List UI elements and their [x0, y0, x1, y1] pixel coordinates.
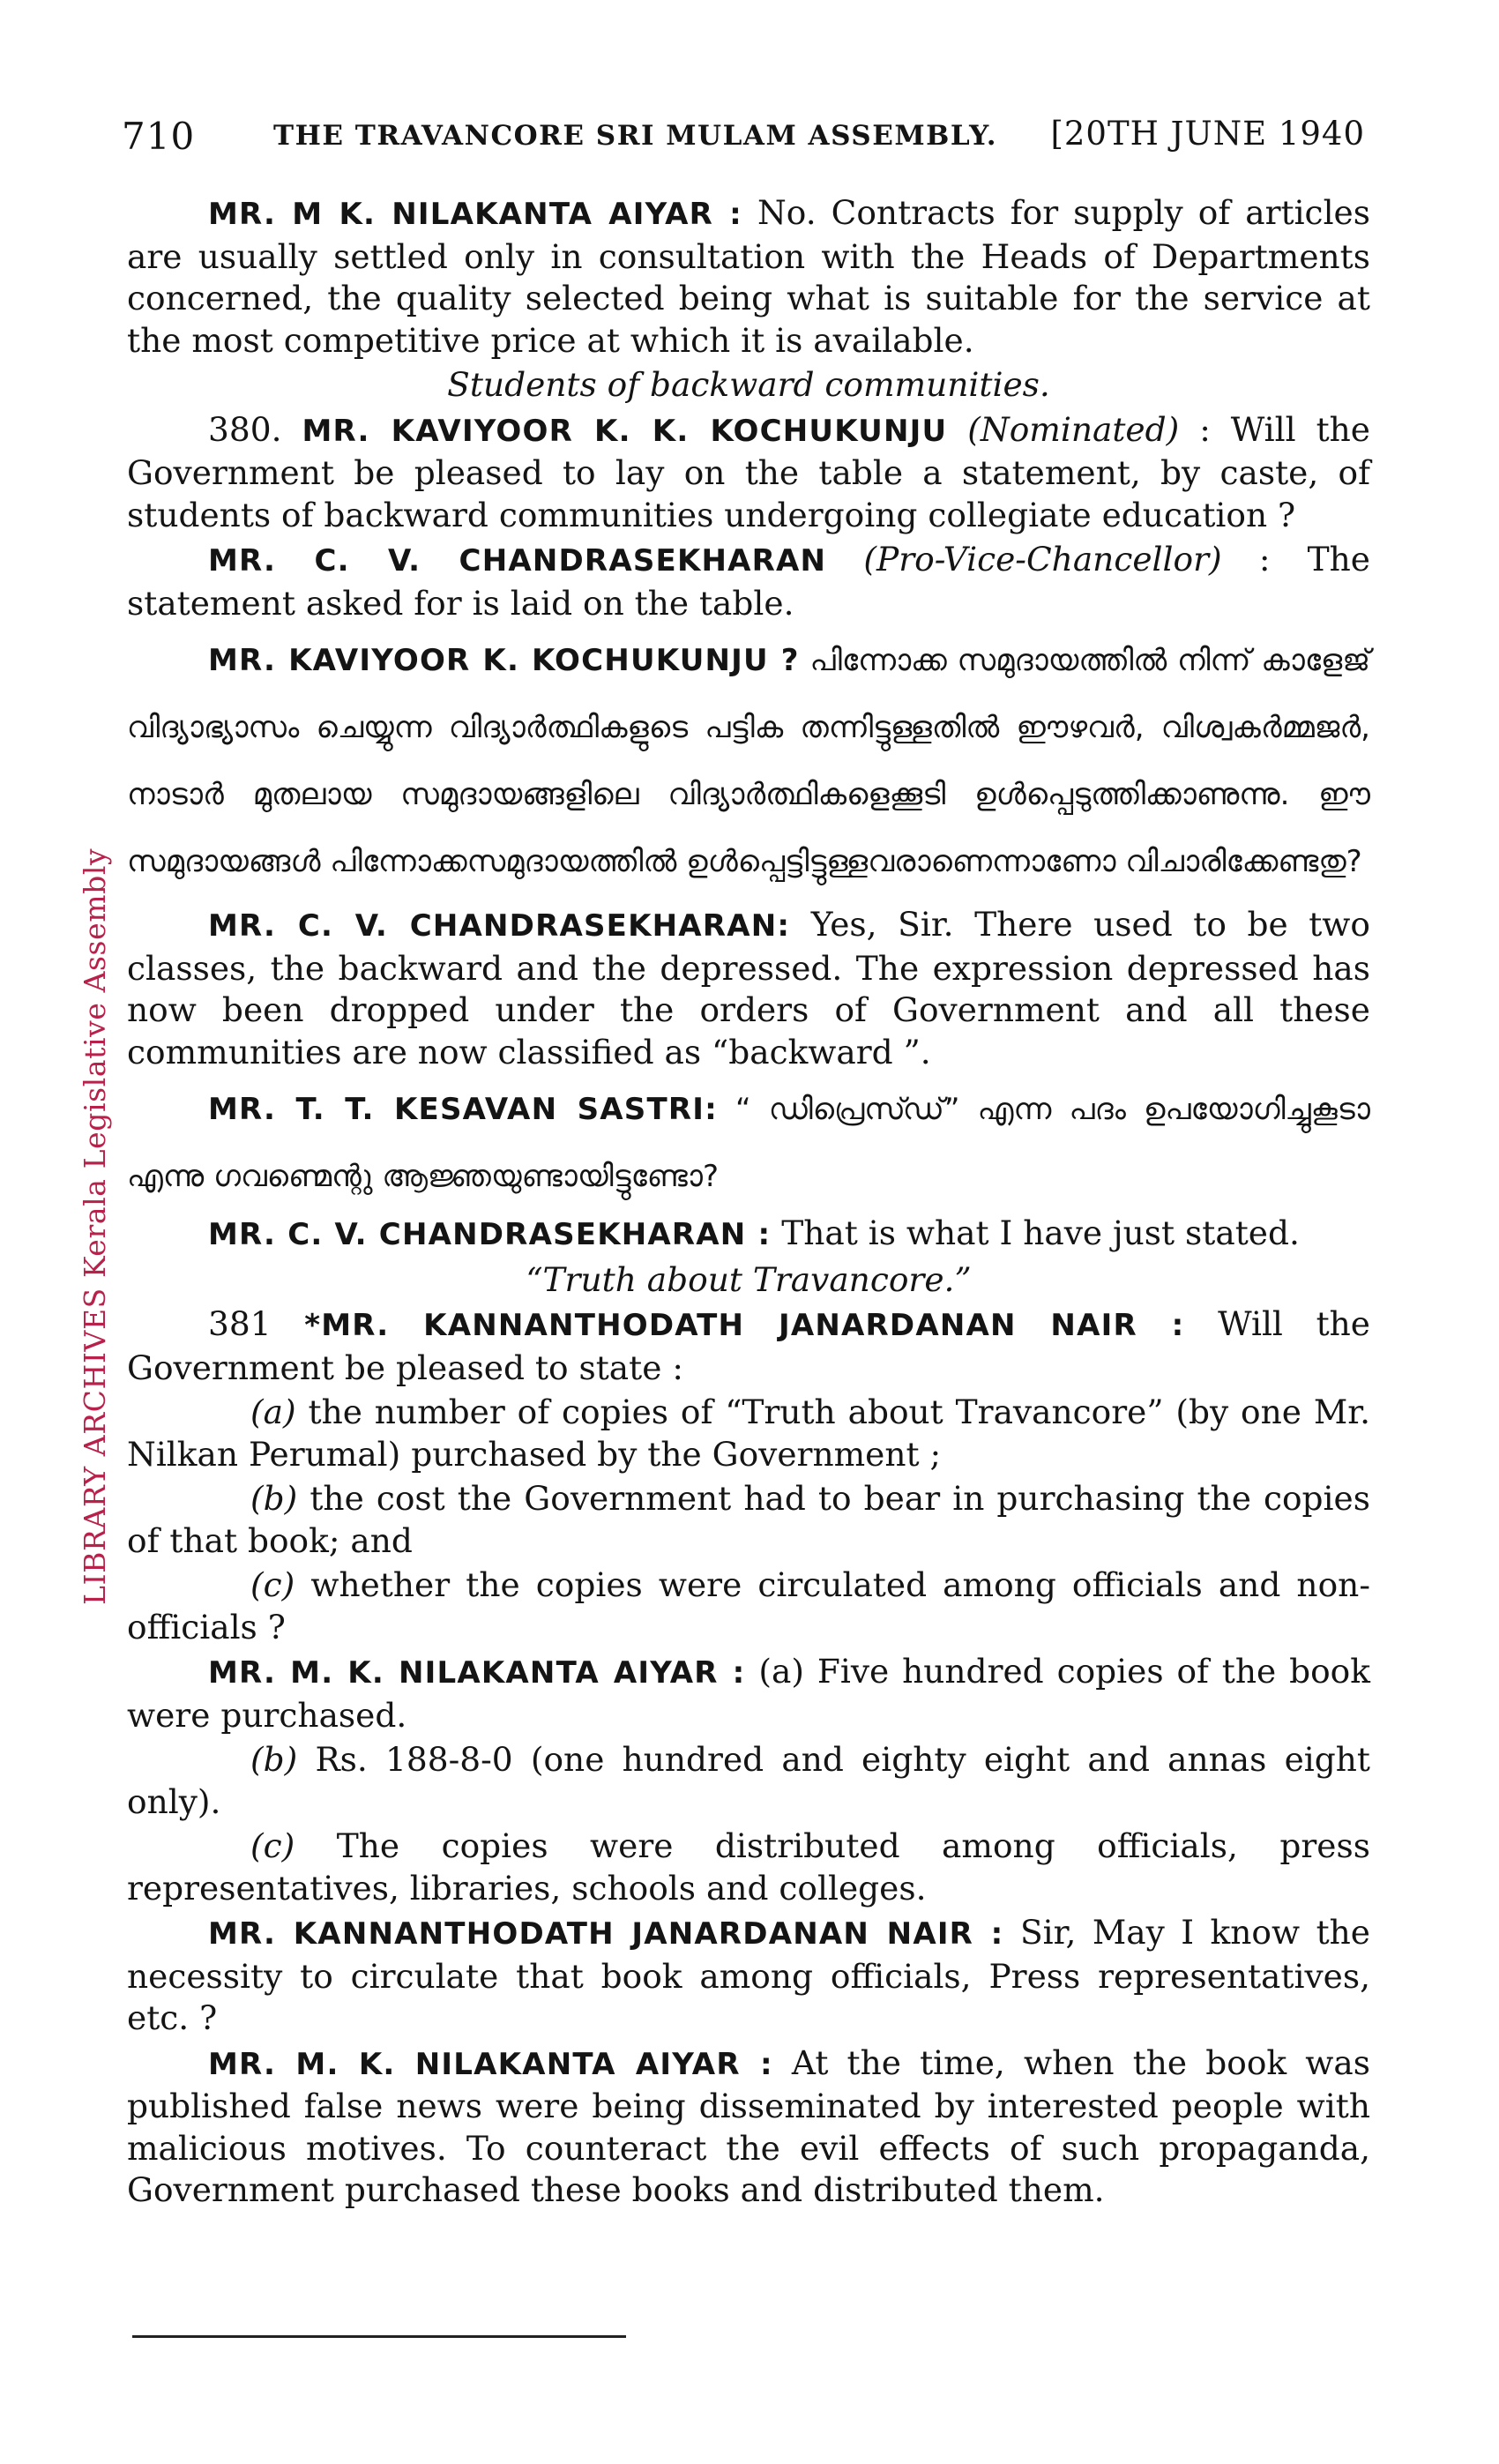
running-title: THE TRAVANCORE SRI MULAM ASSEMBLY.: [273, 120, 998, 152]
question-paragraph: [127, 409, 1370, 537]
section-heading: Students of backward communities.: [447, 365, 1050, 404]
sub-label: (c): [250, 1826, 295, 1865]
sub-question: [127, 1478, 1370, 1562]
speaker-name: MR. M. K. NILAKANTA AIYAR :: [208, 2046, 773, 2082]
page-number: 710: [122, 115, 196, 158]
answer-part: [127, 1739, 1370, 1823]
speaker-name: MR. KANNANTHODATH JANARDANAN NAIR :: [208, 1916, 1004, 1952]
paragraph: [127, 904, 1370, 1073]
question-paragraph: [127, 1303, 1370, 1389]
speaker-name: *MR. KANNANTHODATH JANARDANAN NAIR :: [304, 1308, 1185, 1343]
paragraph-text: : The statement asked for is laid on the table.: [127, 540, 1370, 623]
paragraph: [127, 627, 1370, 895]
paragraph-text: No. Contracts for supply of articles are usually settled only in consultation with the Heads of Departments concerned, the quality selected being what is suitable for the service at the most competitive price at which it is available.: [127, 193, 1370, 360]
proceedings-text: [127, 192, 1370, 2214]
speaker-name: MR. KAVIYOOR K. K. KOCHUKUNJU: [302, 413, 948, 449]
paragraph: [127, 192, 1370, 362]
paragraph-text: whether the copies were circulated among officials and non-officials ?: [127, 1565, 1370, 1646]
paragraph-text: Sir, May I know the necessity to circulate that book among officials, Press representatives, etc. ?: [127, 1913, 1370, 2037]
sub-label: (b): [250, 1740, 298, 1779]
paragraph-text: : Will the Government be pleased to lay on the table a statement, by caste, of students of backward communities undergoing collegiate education ?: [127, 409, 1370, 534]
paragraph: [127, 1213, 1370, 1257]
speaker-name: MR. M. K. NILAKANTA AIYAR :: [208, 1655, 746, 1691]
paragraph: [127, 1651, 1370, 1736]
sub-label: (c): [250, 1565, 295, 1604]
paragraph-text: Rs. 188-8-0 (one hundred and eighty eight and annas eight only).: [127, 1740, 1370, 1821]
paragraph: [127, 539, 1370, 624]
footer-rule: [132, 2335, 626, 2338]
speaker-name: MR. KAVIYOOR K. KOCHUKUNJU ?: [208, 643, 800, 678]
library-watermark: LIBRARY ARCHIVES Kerala Legislative Assembly: [78, 847, 112, 1605]
paragraph-text: Yes, Sir. There used to be two classes, the backward and the depressed. The expression depressed has now been dropped under the orders of Government and all these communities are now classified as “backward ”.: [127, 905, 1370, 1071]
paragraph-text: the number of copies of “Truth about Travancore” (by one Mr. Nilkan Perumal) purchased by the Government ;: [127, 1393, 1370, 1474]
malayalam-text: പിന്നോക്ക സമുദായത്തിൽ നിന്ന് കാളേജ് വിദ്യാഭ്യാസം ചെയ്യുന്ന വിദ്യാർത്ഥികളുടെ പട്ടിക തന്നിട്ടുള്ളതിൽ ഈഴവർ, വിശ്വകർമ്മജർ, നാടാർ മുതലായ സമുദായങ്ങളിലെ വിദ്യാർത്ഥികളെക്കൂടി ഉൾപ്പെടുത്തിക്കാണുന്നു. ഈ സമുദായങ്ങൾ പിന്നോക്കസമുദായത്തിൽ ഉൾപ്പെട്ടിട്ടുള്ളവരാണെന്നാണോ വിചാരിക്കേണ്ടതു?: [127, 643, 1370, 879]
paragraph: [127, 1076, 1370, 1210]
sub-question: [127, 1392, 1370, 1475]
paragraph-text: At the time, when the book was published false news were being disseminated by interested people with malicious motives. To counteract the evil effects of such propaganda, Government purchased these books and distributed them.: [127, 2042, 1370, 2209]
paragraph: [127, 1912, 1370, 2040]
speaker-note: (Pro-Vice-Chancellor): [863, 540, 1222, 579]
sub-question: [127, 1564, 1370, 1648]
paragraph-text: the cost the Government had to bear in purchasing the copies of that book; and: [127, 1479, 1370, 1560]
question-number: 381: [208, 1304, 272, 1343]
question-number: 380.: [208, 409, 282, 449]
speaker-name: MR. C. V. CHANDRASEKHARAN:: [208, 908, 791, 944]
sub-label: (b): [250, 1479, 298, 1518]
answer-part: [127, 1826, 1370, 1909]
speaker-name: MR. C. V. CHANDRASEKHARAN: [208, 543, 827, 579]
paragraph-text: The copies were distributed among officials, press representatives, libraries, schools and colleges.: [127, 1826, 1370, 1908]
malayalam-text: “ ഡിപ്രെസ്ഡ്” എന്ന പദം ഉപയോഗിച്ചുകൂടാ എന്നു ഗവണ്മെന്റു ആജ്ഞയുണ്ടായിട്ടുണ്ടോ?: [127, 1092, 1370, 1194]
speaker-name: MR. C. V. CHANDRASEKHARAN :: [208, 1217, 772, 1252]
header-date: [20TH JUNE 1940: [1050, 115, 1365, 153]
paragraph-text: (a) Five hundred copies of the book were purchased.: [127, 1652, 1370, 1735]
sub-label: (a): [250, 1393, 296, 1431]
page-header: [122, 115, 1365, 168]
paragraph-text: That is what I have just stated.: [771, 1213, 1300, 1252]
speaker-note: (Nominated): [967, 409, 1180, 449]
paragraph: [127, 2042, 1370, 2212]
paragraph-text: Will the Government be pleased to state :: [127, 1304, 1371, 1387]
speaker-name: MR. T. T. KESAVAN SASTRI:: [208, 1092, 718, 1127]
section-heading: “Truth about Travancore.”: [526, 1259, 972, 1299]
speaker-name: MR. M K. NILAKANTA AIYAR :: [208, 197, 742, 232]
